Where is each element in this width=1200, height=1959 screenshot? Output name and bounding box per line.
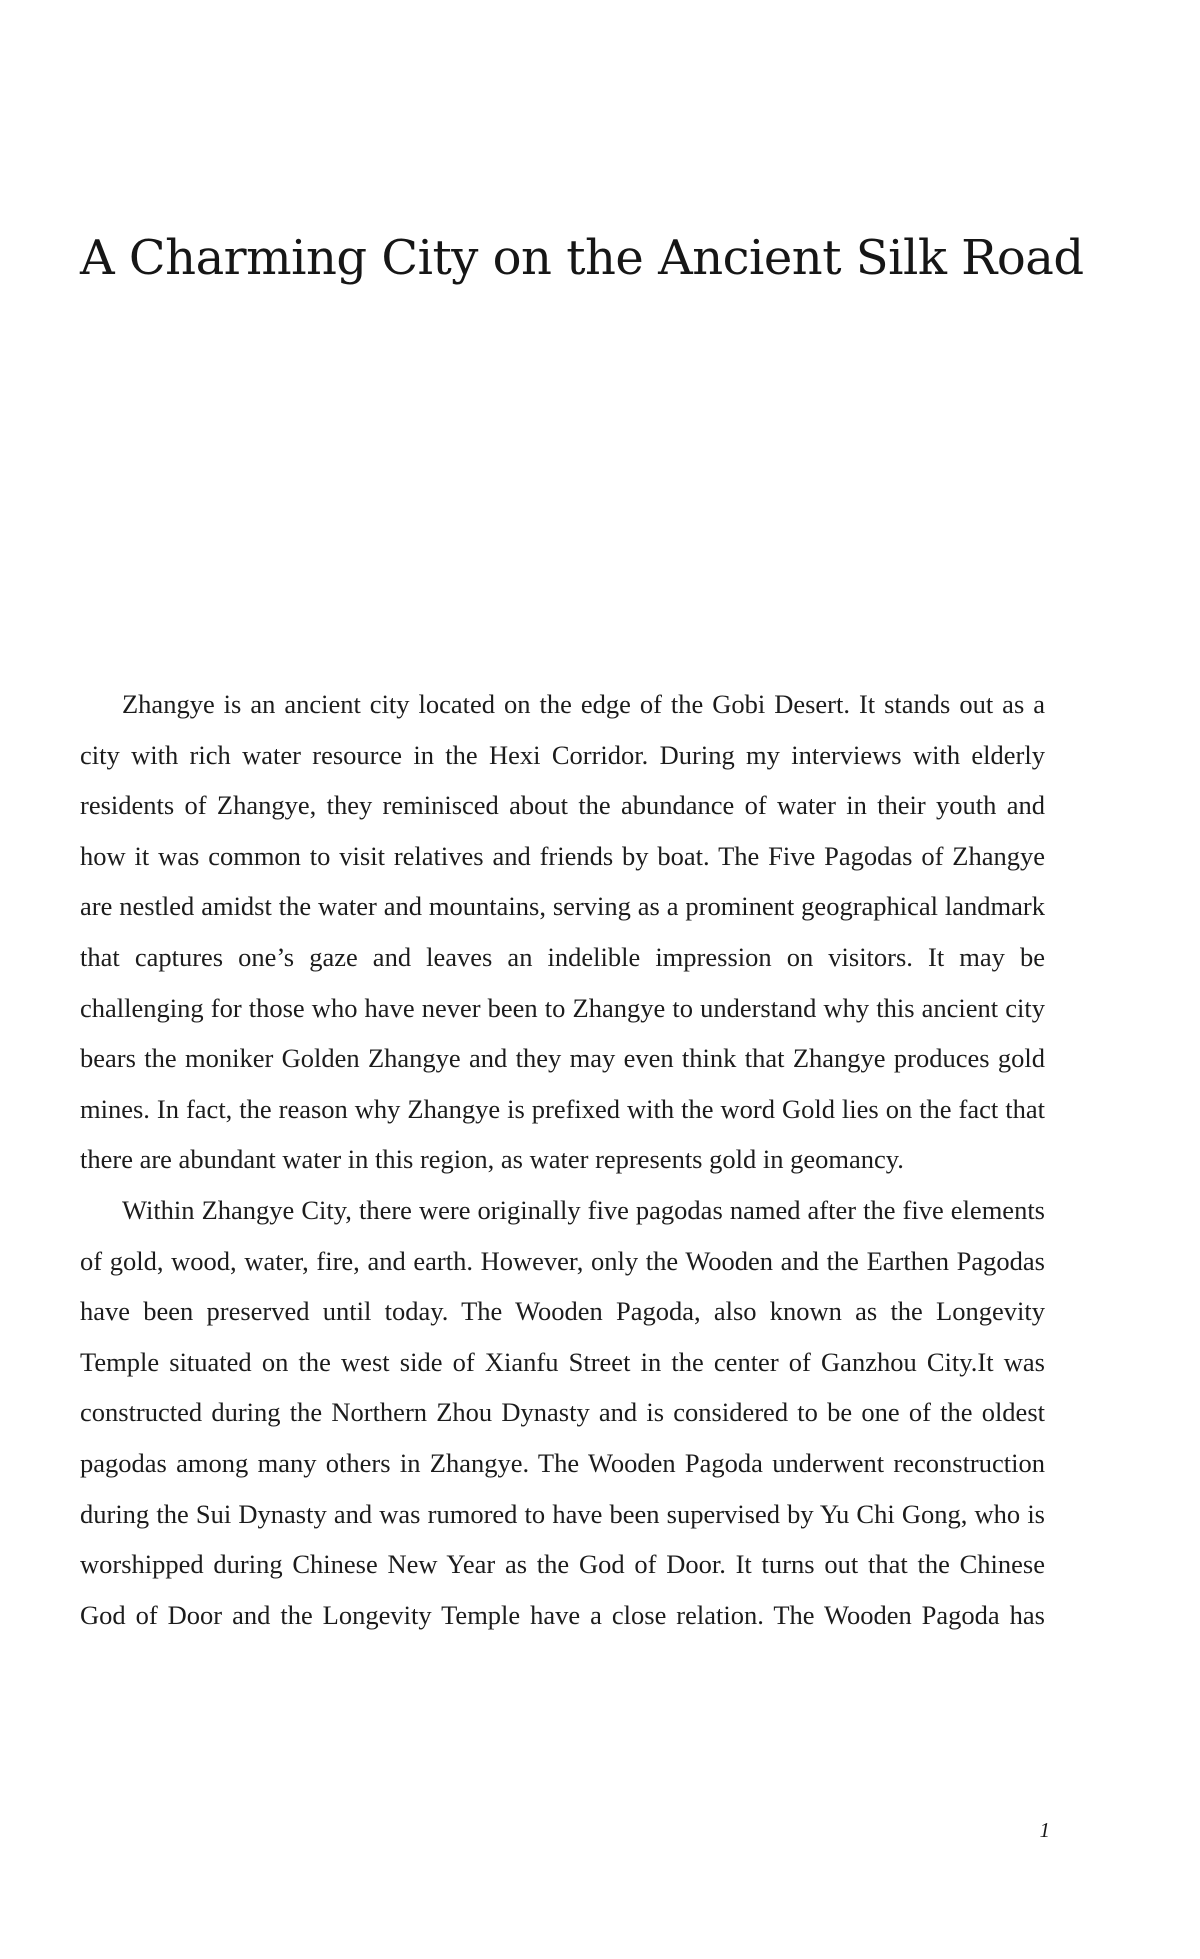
paragraph-1: Zhangye is an ancient city located on the edge of the Gobi Desert. It stands out as a city with rich water resource in the Hexi Corridor. During my interviews with elderly residents of Zhangye, they reminisced about the abundance of water in their youth and how it was common to visit relatives and friends by boat. The Five Pagodas of Zhangye are nestled amidst the water and mountains, serving as a prominent geographical landmark that captures one’s gaze and leaves an indelible impression on visitors. It may be challenging for those who have never been to Zhangye to understand why this ancient city bears the moniker Golden Zhangye and they may even think that Zhangye produces gold mines. In fact, the reason why Zhangye is prefixed with the word Gold lies on the fact that there are abundant water in this region, as water represents gold in geomancy. — [80, 689, 1045, 1175]
body-text — [80, 679, 1045, 1640]
chapter-title: A Charming City on the Ancient Silk Road — [80, 230, 1084, 286]
page-number: 1 — [1039, 1818, 1050, 1842]
paragraph-2: Within Zhangye City, there were originally five pagodas named after the five elements of gold, wood, water, fire, and earth. However, only the Wooden and the Earthen Pagodas have been preserved until today. The Wooden Pagoda, also known as the Longevity Temple situated on the west side of Xianfu Street in the center of Ganzhou City.It was constructed during the Northern Zhou Dynasty and is considered to be one of the oldest pagodas among many others in Zhangye. The Wooden Pagoda underwent reconstruction during the Sui Dynasty and was rumored to have been supervised by Yu Chi Gong, who is worshipped during Chinese New Year as the God of Door. It turns out that the Chinese God of Door and the Longevity Temple have a close relation. The Wooden Pagoda has — [80, 1194, 1045, 1630]
